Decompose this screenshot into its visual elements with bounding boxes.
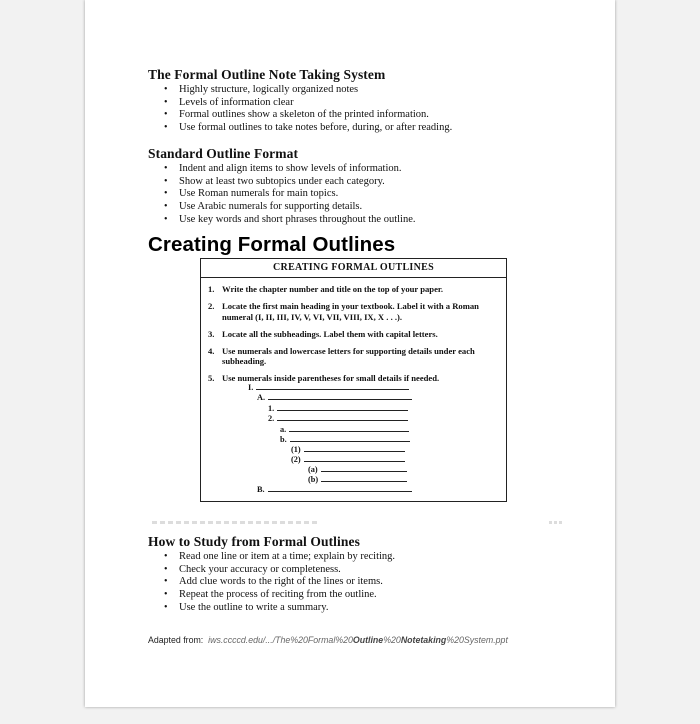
source-path-keyword: Notetaking [400, 635, 447, 645]
outline-label: 1. [268, 404, 275, 413]
instruction-steps [208, 284, 500, 390]
outline-label: (b) [308, 475, 319, 484]
list-item: • Show at least two subtopics under each category. [164, 176, 416, 189]
source-path-part: %20System.ppt [446, 635, 508, 645]
outline-label: I. [248, 383, 254, 392]
list-item: • Use formal outlines to take notes before, during, or after reading. [164, 122, 452, 135]
box-header: CREATING FORMAL OUTLINES [201, 259, 506, 278]
outline-label: (1) [291, 445, 301, 454]
step-item [208, 301, 500, 322]
list-item: • Use Arabic numerals for supporting details. [164, 201, 416, 214]
blank-line [256, 382, 409, 390]
outline-label: (2) [291, 455, 301, 464]
blank-line [304, 444, 405, 452]
outline-line-2 [268, 413, 408, 424]
step-number: 3. [208, 328, 215, 339]
outline-line-B [257, 484, 412, 495]
section-title-how-to-study: How to Study from Formal Outlines [148, 534, 360, 549]
step-text: Use numerals inside parentheses for small details if needed. [222, 373, 440, 383]
section-title-standard-outline-format: Standard Outline Format [148, 146, 299, 161]
outline-label: B. [257, 485, 265, 494]
bullet-list-how-to-study [164, 551, 395, 615]
blank-line [277, 403, 408, 411]
outline-label: a. [280, 425, 287, 434]
list-item: • Use key words and short phrases throughout the outline. [164, 214, 416, 227]
bullet-list-formal-outline-system [164, 84, 452, 135]
faded-page-number-artifact [549, 521, 563, 524]
outline-label: 2. [268, 414, 275, 423]
figure-title: Creating Formal Outlines [148, 233, 396, 256]
source-path [208, 635, 508, 645]
list-item: • Repeat the process of reciting from the outline. [164, 589, 395, 602]
step-text: Use numerals and lowercase letters for supporting details under each subheading. [222, 345, 475, 366]
source-path-keyword: Outline [352, 635, 384, 645]
blank-line [277, 413, 408, 421]
list-item: • Formal outlines show a skeleton of the printed information. [164, 109, 452, 122]
list-item: • Check your accuracy or completeness. [164, 564, 395, 577]
list-item: • Highly structure, logically organized notes [164, 84, 452, 97]
outline-label: (a) [308, 465, 318, 474]
list-item: • Indent and align items to show levels of information. [164, 163, 416, 176]
faded-footer-artifact [152, 521, 320, 524]
outline-line-A [257, 392, 412, 403]
blank-line [268, 484, 412, 492]
step-text: Locate all the subheadings. Label them with capital letters. [222, 328, 438, 339]
step-number: 1. [208, 284, 215, 294]
source-path-part: %20 [383, 635, 401, 645]
adapted-label: Adapted from: [148, 635, 204, 645]
list-item: • Read one line or item at a time; explain by reciting. [164, 551, 395, 564]
list-item: • Use Roman numerals for main topics. [164, 188, 416, 201]
outline-label: A. [257, 393, 266, 402]
step-text: Locate the first main heading in your textbook. Label it with a Roman numeral (I, II, III, IV, V, VI, VII, VIII, IX, X . . .). [222, 301, 479, 322]
bullet-list-standard-outline-format [164, 163, 416, 227]
source-path-part: iws.ccccd.edu/.../The%20Formal%20 [208, 635, 353, 645]
adapted-from-citation [148, 635, 508, 645]
step-number: 5. [208, 373, 215, 383]
step-item [208, 284, 500, 295]
blank-line [304, 454, 405, 462]
blank-line [321, 474, 407, 482]
blank-line [268, 392, 412, 400]
step-item [208, 346, 500, 367]
blank-line [321, 464, 407, 472]
step-number: 2. [208, 301, 215, 311]
step-number: 4. [208, 345, 215, 356]
blank-line [290, 434, 410, 442]
section-title-formal-outline-system: The Formal Outline Note Taking System [148, 67, 386, 82]
step-item [208, 329, 500, 340]
list-item: • Add clue words to the right of the lines or items. [164, 576, 395, 589]
blank-line [289, 424, 409, 432]
step-text: Write the chapter number and title on the top of your paper. [222, 284, 444, 294]
outline-label: b. [280, 435, 287, 444]
list-item: • Use the outline to write a summary. [164, 602, 395, 615]
list-item: • Levels of information clear [164, 97, 452, 110]
